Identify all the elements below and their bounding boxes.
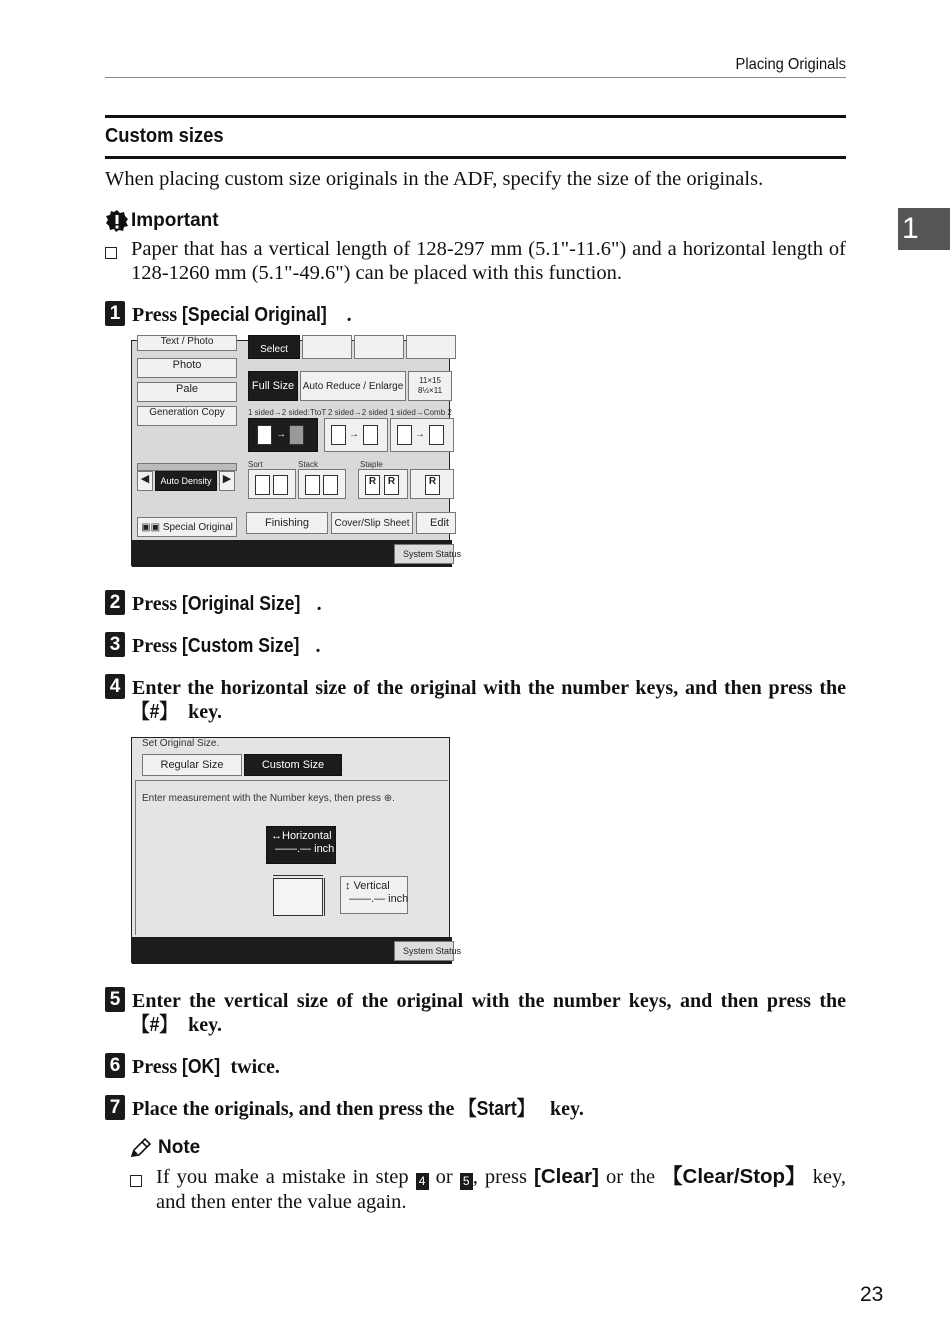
step-text-end: key.	[183, 701, 223, 723]
duplex-button-2[interactable]	[324, 418, 388, 452]
density-scale	[137, 463, 237, 471]
step-ref-5: 5	[460, 1173, 473, 1190]
staple-page-icon: R	[425, 475, 440, 495]
horizontal-arrow-icon: ↔	[271, 830, 282, 842]
step-number: 1	[105, 301, 125, 326]
horizontal-size-field[interactable]: ↔Horizontal ——.— inch	[266, 826, 336, 864]
step-number: 6	[105, 1053, 125, 1078]
step-text: Enter the vertical size of the original with the number keys, and then press the	[132, 990, 846, 1012]
step-text: Press	[132, 1056, 183, 1078]
special-original-icon: ▣▣	[141, 522, 163, 533]
step-number: 3	[105, 632, 125, 657]
step-text: Enter the horizontal size of the original with the number keys, and then press the	[132, 677, 846, 699]
checkbox-bullet-icon	[130, 1175, 142, 1187]
special-original-button[interactable]	[137, 517, 237, 537]
copier-screen-special-original	[131, 336, 462, 566]
step-text-end: .	[315, 635, 321, 657]
step-7	[105, 1097, 846, 1121]
vertical-label: Vertical	[353, 880, 390, 892]
chapter-tab: 1	[898, 208, 950, 250]
cover-slip-sheet-tab[interactable]: Cover/Slip Sheet	[331, 512, 413, 534]
step-2	[105, 592, 846, 616]
duplex-label-1: 1 sided→2 sided:TtoT	[248, 408, 327, 417]
key-label: 【#】	[132, 1014, 177, 1036]
section-rule-top	[105, 115, 846, 118]
sort-label: Sort	[248, 460, 263, 469]
text-photo-button[interactable]: Text / Photo	[137, 335, 237, 351]
step-ref-4: 4	[416, 1173, 429, 1190]
tray-button-3[interactable]	[406, 335, 456, 359]
duplex-button-1[interactable]	[248, 418, 318, 452]
sort-button[interactable]	[248, 469, 296, 499]
duplex-label-3: 1 sided→Comb 2	[390, 408, 452, 417]
height-dimension-line	[324, 878, 325, 916]
key-label: [Custom Size]	[182, 635, 300, 657]
page-icon	[257, 425, 272, 445]
pale-button[interactable]: Pale	[137, 382, 237, 402]
page-icon	[429, 425, 444, 445]
density-lighter-button[interactable]: ◀	[137, 471, 153, 491]
staple-page-icon: R	[365, 475, 380, 495]
note-item-text: If you make a mistake in step 4 or 5 , press [Clear] or the 【Clear/Stop】 key, and then enter the value again.	[156, 1165, 846, 1213]
width-dimension-line	[273, 875, 323, 876]
instruction-text: Enter measurement with the Number keys, then press ⊕.	[142, 793, 395, 804]
photo-button[interactable]: Photo	[137, 358, 237, 378]
screen-title: Set Original Size.	[142, 738, 220, 749]
auto-reduce-enlarge-button[interactable]: Auto Reduce / Enlarge	[300, 371, 406, 401]
vertical-unit: inch	[388, 893, 409, 905]
page-stack-icon	[255, 475, 270, 495]
staple-label: Staple	[360, 460, 383, 469]
step-text: Press	[132, 593, 183, 615]
page-stack-icon	[305, 475, 320, 495]
vertical-size-field[interactable]: ↕ Vertical ——.— inch	[340, 876, 408, 914]
step-number: 5	[105, 987, 125, 1012]
generation-copy-button[interactable]: Generation Copy	[137, 406, 237, 426]
custom-size-tab[interactable]: Custom Size	[244, 754, 342, 776]
system-status-button[interactable]: System Status	[394, 941, 454, 961]
step-number: 7	[105, 1095, 125, 1120]
stack-button[interactable]	[298, 469, 346, 499]
arrow-right-icon: →	[349, 429, 359, 440]
page-icon	[397, 425, 412, 445]
tray-button-1[interactable]	[302, 335, 352, 359]
step-text-end: .	[346, 304, 352, 326]
section-title: Custom sizes	[105, 125, 224, 147]
edit-tab[interactable]: Edit	[416, 512, 456, 534]
auto-density-button[interactable]: Auto Density	[155, 471, 217, 491]
stack-label: Stack	[298, 460, 319, 469]
regular-size-tab[interactable]: Regular Size	[142, 754, 242, 776]
page-icon	[331, 425, 346, 445]
checkbox-bullet-icon	[105, 247, 117, 259]
key-label-clear-stop: 【Clear/Stop】	[662, 1165, 806, 1188]
step-1	[105, 303, 846, 327]
key-label: 【Start】	[459, 1098, 535, 1120]
page-icon	[363, 425, 378, 445]
step-text-end: .	[316, 593, 322, 615]
duplex-label-2: 2 sided→2 sided	[328, 408, 388, 417]
step-text: Press	[132, 635, 183, 657]
section-rule-bottom	[105, 156, 846, 159]
horizontal-unit: inch	[314, 843, 335, 855]
paper-diagram-icon	[273, 878, 323, 916]
step-text-end: twice.	[225, 1056, 280, 1078]
note-label: Note	[158, 1137, 201, 1158]
staple-button-1[interactable]	[358, 469, 408, 499]
key-label: [OK]	[182, 1056, 221, 1078]
step-text: Place the originals, and then press the	[132, 1098, 460, 1120]
page-stack-icon	[273, 475, 288, 495]
step-text-end: key.	[183, 1014, 223, 1036]
full-size-button[interactable]: Full Size	[248, 371, 298, 401]
arrow-right-icon: →	[415, 429, 425, 440]
note-list	[130, 1165, 846, 1214]
system-status-button[interactable]: System Status	[394, 544, 454, 564]
staple-button-2[interactable]	[410, 469, 454, 499]
important-list	[105, 237, 846, 285]
important-icon	[105, 209, 129, 233]
tab-divider	[135, 780, 448, 781]
important-item-text: Paper that has a vertical length of 128-297 mm (5.1"-11.6") and a horizontal length of 128-1260 mm (5.1"-49.6") can be placed with this function.	[131, 238, 846, 284]
copier-screen-custom-size	[131, 737, 462, 963]
note-heading	[130, 1137, 200, 1159]
select-button[interactable]: Select	[248, 335, 300, 359]
important-heading	[105, 209, 219, 233]
key-label-clear: [Clear]	[534, 1165, 599, 1188]
section-intro: When placing custom size originals in the ADF, specify the size of the originals.	[105, 168, 764, 190]
important-label: Important	[131, 210, 219, 231]
finishing-tab[interactable]: Finishing	[246, 512, 328, 534]
panel-border	[135, 780, 136, 935]
running-header: Placing Originals	[735, 56, 846, 73]
horizontal-label: Horizontal	[282, 830, 332, 842]
note-item	[130, 1165, 846, 1214]
step-text: Press	[132, 304, 183, 326]
step-number: 2	[105, 590, 125, 615]
step-6	[105, 1055, 846, 1079]
vertical-arrow-icon: ↕	[345, 880, 351, 892]
step-3	[105, 634, 846, 658]
key-label: 【#】	[132, 701, 177, 723]
step-text-end: key.	[545, 1098, 584, 1120]
step-number: 4	[105, 674, 125, 699]
duplex-button-3[interactable]	[390, 418, 454, 452]
staple-page-icon: R	[384, 475, 399, 495]
special-original-label: Special Original	[162, 522, 233, 533]
page-number: 23	[860, 1283, 884, 1306]
page-stack-icon	[323, 475, 338, 495]
arrow-right-icon: →	[276, 429, 286, 440]
important-item	[105, 237, 846, 285]
key-label: [Original Size]	[182, 593, 301, 615]
page-icon	[289, 425, 304, 445]
paper-size-button[interactable]: 11×15 8½×11	[408, 371, 452, 401]
step-5	[105, 989, 846, 1037]
tray-button-2[interactable]	[354, 335, 404, 359]
density-darker-button[interactable]: ▶	[219, 471, 235, 491]
pencil-icon	[130, 1138, 152, 1158]
step-4	[105, 676, 846, 724]
key-label: [Special Original]	[182, 304, 327, 326]
header-rule	[105, 77, 846, 78]
